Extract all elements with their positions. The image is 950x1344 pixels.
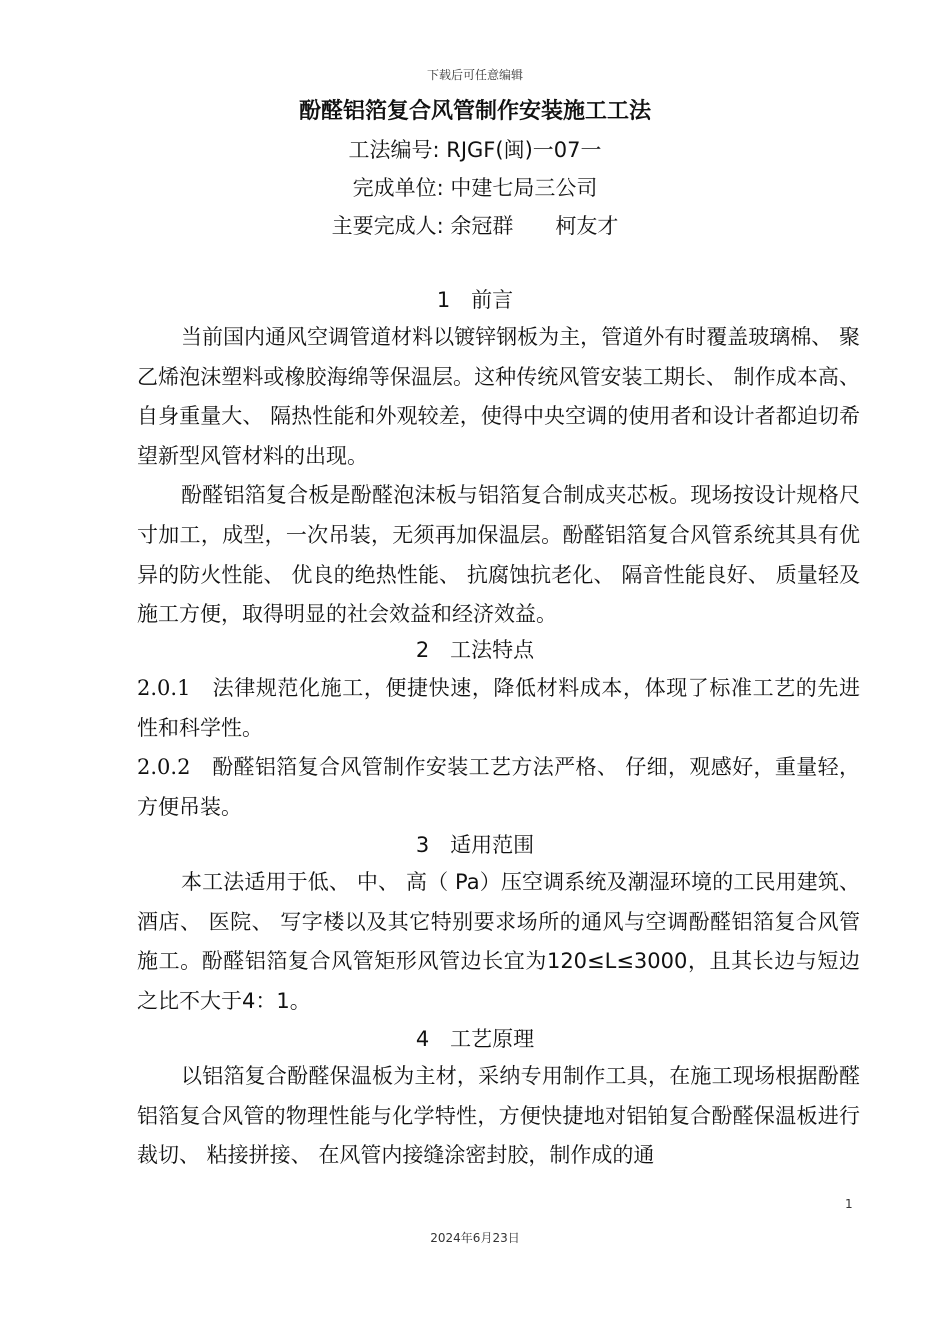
method-code: 工法编号: RJGF(闽)一07一 — [348, 138, 602, 162]
paragraph: 本工法适用于低、 中、 高（ Pa）压空调系统及潮湿环境的工民用建筑、 酒店、 医院、 写字楼以及其它特别要求场所的通风与空调酚醛铝箔复合风管施工。酚醛铝箔复合风管矩形风管边长宜为120≤L≤3000，且其长边与短边之比不大于4：1。 — [137, 870, 860, 1013]
section-heading-scope: 3 适用范围 — [415, 833, 535, 857]
page-number: 1 — [845, 1197, 853, 1211]
list-item — [137, 748, 860, 827]
item-number: 2.0.2 — [137, 755, 191, 780]
section-heading-preface: 1 前言 — [436, 288, 514, 312]
item-text: 酚醛铝箔复合风管制作安装工艺方法严格、 仔细，观感好，重量轻，方便吊装。 — [137, 755, 860, 819]
item-number: 2.0.1 — [137, 676, 191, 700]
section-body-features — [137, 669, 860, 827]
section-heading-principle: 4 工艺原理 — [415, 1027, 535, 1051]
paragraph: 酚醛铝箔复合板是酚醛泡沫板与铝箔复合制成夹芯板。现场按设计规格尺寸加工，成型，一次吊装，无须再加保温层。酚醛铝箔复合风管系统其具有优异的防火性能、 优良的绝热性能、 抗腐蚀抗老化、 隔音性能良好、 质量轻及施工方便，取得明显的社会效益和经济效益。 — [137, 483, 860, 627]
item-text: 法律规范化施工，便捷快速，降低材料成本，体现了标准工艺的先进性和科学性。 — [137, 676, 861, 740]
footer-date: 2024年6月23日 — [430, 1231, 520, 1245]
section-heading-features: 2 工法特点 — [415, 638, 535, 662]
header-note: 下载后可任意编辑 — [426, 68, 523, 82]
main-authors: 主要完成人: 余冠群 柯友才 — [331, 214, 619, 238]
section-body-scope — [137, 863, 860, 1021]
completing-unit: 完成单位: 中建七局三公司 — [352, 176, 598, 200]
paragraph: 当前国内通风空调管道材料以镀锌钢板为主，管道外有时覆盖玻璃棉、 聚乙烯泡沫塑料或橡胶海绵等保温层。这种传统风管安装工期长、 制作成本高、 自身重量大、 隔热性能和外观较差，使得中央空调的使用者和设计者都迫切希望新型风管材料的出现。 — [137, 325, 860, 468]
section-body-principle — [137, 1057, 860, 1176]
list-item — [137, 669, 860, 748]
section-body-preface — [137, 318, 860, 635]
document-title: 酚醛铝箔复合风管制作安装施工工法 — [298, 99, 651, 124]
paragraph: 以铝箔复合酚醛保温板为主材，采纳专用制作工具，在施工现场根据酚醛铝箔复合风管的物理性能与化学特性，方便快捷地对铝铂复合酚醛保温板进行裁切、 粘接拼接、 在风管内接缝涂密封胶，制作成的通 — [137, 1064, 860, 1168]
